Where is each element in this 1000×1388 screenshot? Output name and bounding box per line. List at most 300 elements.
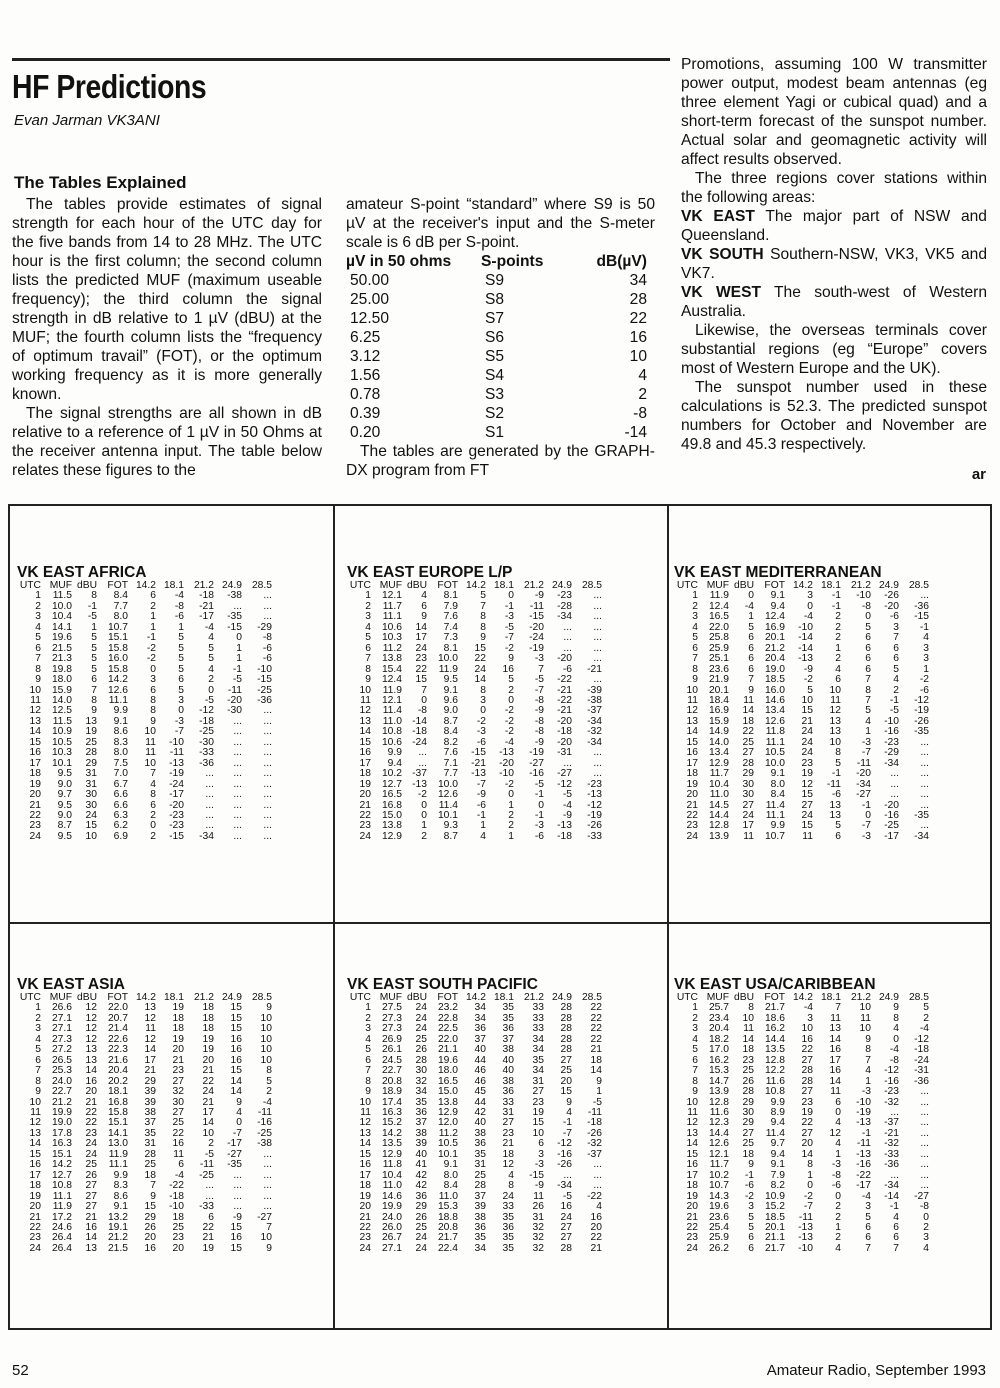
column-header: 21.2 xyxy=(193,992,214,1003)
table-cell: 4 xyxy=(35,621,41,633)
table-cell: -2 xyxy=(803,674,813,686)
table-cell: -6 xyxy=(831,1180,841,1192)
table-row xyxy=(17,790,272,800)
table-cell: ... xyxy=(263,1148,272,1160)
table-cell: -14 xyxy=(412,715,427,727)
table-cell: 6 xyxy=(692,1054,698,1066)
table-cell: 4 xyxy=(893,674,899,686)
table-cell: 34 xyxy=(474,1012,486,1024)
table-cell: 4 xyxy=(566,1106,572,1118)
table-cell: 0 xyxy=(508,694,514,706)
table-cell: 12.8 xyxy=(708,820,729,832)
table-cell: 14.0 xyxy=(708,736,729,748)
spoint-cell: S6 xyxy=(485,329,505,346)
table-cell: 32 xyxy=(172,1086,184,1098)
table-cell: 4 xyxy=(923,1242,929,1254)
table-cell: 14 xyxy=(686,1138,698,1150)
table-cell: 12 xyxy=(85,1033,97,1045)
spoint-cell: 25.00 xyxy=(350,291,390,308)
table-cell: 1 xyxy=(692,1002,698,1014)
table-cell: 30 xyxy=(415,1065,427,1077)
table-cell: 10 xyxy=(85,830,97,842)
table-cell: 9 xyxy=(236,1096,242,1108)
table-cell: ... xyxy=(263,757,272,769)
table-cell: 7 xyxy=(865,674,871,686)
table-cell: ... xyxy=(263,1180,272,1192)
table-cell: 12.9 xyxy=(708,757,729,769)
table-cell: 5 xyxy=(178,642,184,654)
table-cell: -34 xyxy=(914,830,929,842)
table-cell: 6 xyxy=(150,684,156,696)
table-cell: 7.7 xyxy=(443,768,458,780)
column-header: 18.1 xyxy=(493,580,514,591)
table-cell: -10 xyxy=(856,1096,871,1108)
table-cell: 35 xyxy=(502,1211,514,1223)
table-cell: 19 xyxy=(172,1033,184,1045)
table-cell: 18 xyxy=(590,1054,602,1066)
table-cell: 0 xyxy=(208,684,214,696)
table-cell: 14 xyxy=(230,1075,242,1087)
table-cell: 17 xyxy=(829,1054,841,1066)
table-cell: 11 xyxy=(360,694,371,706)
table-cell: ... xyxy=(920,789,929,801)
spoint-row xyxy=(346,290,655,309)
table-cell: 15 xyxy=(85,820,97,832)
table-cell: 11 xyxy=(145,1023,156,1035)
table-cell: 27 xyxy=(742,799,754,811)
table-cell: 22 xyxy=(590,1033,602,1045)
table-cell: ... xyxy=(593,642,602,654)
table-cell: 9.3 xyxy=(443,820,458,832)
table-cell: 36 xyxy=(474,1023,486,1035)
table-cell: 9 xyxy=(692,1086,698,1098)
table-cell: 23 xyxy=(359,820,371,832)
table-cell: -16 xyxy=(557,1148,572,1160)
column-header: 24.9 xyxy=(221,992,242,1003)
table-cell: 15 xyxy=(415,674,427,686)
table-cell: 9.4 xyxy=(387,757,402,769)
table-cell: 21.7 xyxy=(764,1242,785,1254)
table-cell: 3 xyxy=(692,1023,698,1035)
table-cell: -10 xyxy=(257,663,272,675)
table-cell: 27 xyxy=(801,1086,813,1098)
table-cell: -5 xyxy=(562,1190,572,1202)
table-cell: 11 xyxy=(743,694,754,706)
table-cell: -23 xyxy=(169,809,184,821)
table-cell: ... xyxy=(263,778,272,790)
spoint-cell: 6.25 xyxy=(350,329,381,346)
table-cell: -19 xyxy=(529,642,544,654)
table-cell: -2 xyxy=(504,778,514,790)
table-cell: 35 xyxy=(502,1232,514,1244)
table-cell: -2 xyxy=(803,1190,813,1202)
table-cell: 6 xyxy=(835,674,841,686)
table-cell: -35 xyxy=(914,809,929,821)
table-cell: 20.7 xyxy=(107,1012,128,1024)
table-cell: 15 xyxy=(230,1065,242,1077)
table-cell: 37 xyxy=(415,1117,427,1129)
table-cell: 28 xyxy=(560,1033,572,1045)
table-cell: ... xyxy=(593,600,602,612)
table-cell: ... xyxy=(263,1190,272,1202)
table-cell: 36 xyxy=(502,1023,514,1035)
table-cell: 19 xyxy=(29,778,41,790)
table-cell: 18.0 xyxy=(51,674,72,686)
table-cell: 36 xyxy=(474,1221,486,1233)
table-cell: 11.4 xyxy=(765,799,785,811)
column-header: 14.2 xyxy=(135,992,156,1003)
table-cell: 27 xyxy=(560,1232,572,1244)
table-cell: -12 xyxy=(587,799,602,811)
column-header: 18.1 xyxy=(163,992,184,1003)
table-cell: 11 xyxy=(533,1190,544,1202)
table-cell: 18.0 xyxy=(437,1065,458,1077)
table-cell: ... xyxy=(263,1169,272,1181)
table-cell: 27.1 xyxy=(381,1242,402,1254)
table-cell: -10 xyxy=(798,621,813,633)
table-cell: -1 xyxy=(831,590,841,602)
table-cell: 5 xyxy=(923,1002,929,1014)
table-cell: 6 xyxy=(748,1242,754,1254)
table-row xyxy=(674,1244,929,1254)
table-cell: 5 xyxy=(748,621,754,633)
table-cell: 11 xyxy=(30,1106,41,1118)
column-header: dBU xyxy=(76,992,97,1003)
table-cell: -13 xyxy=(471,768,486,780)
table-cell: 10 xyxy=(801,694,813,706)
table-cell: 42 xyxy=(415,1180,427,1192)
table-cell: 18 xyxy=(742,1044,754,1056)
table-cell: 17.4 xyxy=(381,1096,402,1108)
table-cell: 8.6 xyxy=(113,1190,128,1202)
table-cell: 0 xyxy=(421,799,427,811)
column-header: MUF xyxy=(379,580,402,591)
table-cell: -15 xyxy=(257,674,272,686)
table-cell: ... xyxy=(563,757,572,769)
table-cell: 38 xyxy=(144,1106,156,1118)
table-cell: -21 xyxy=(199,600,214,612)
table-cell: -24 xyxy=(914,1054,929,1066)
table-cell: 25 xyxy=(742,1065,754,1077)
table-cell: 27 xyxy=(85,1180,97,1192)
table-cell: 16 xyxy=(359,747,371,759)
table-cell: 35 xyxy=(474,1148,486,1160)
table-cell: 11 xyxy=(145,736,156,748)
table-cell: 31 xyxy=(532,1075,544,1087)
table-cell: 5 xyxy=(178,632,184,644)
table-cell: -13 xyxy=(557,820,572,832)
table-cell: 12 xyxy=(85,1002,97,1014)
table-cell: 23 xyxy=(532,1096,544,1108)
table-cell: 4 xyxy=(692,1033,698,1045)
table-cell: 21 xyxy=(359,799,371,811)
table-cell: 11.0 xyxy=(382,1180,402,1192)
table-cell: -2 xyxy=(417,789,427,801)
table-cell: 16.9 xyxy=(764,621,785,633)
table-cell: 16.3 xyxy=(51,1138,72,1150)
table-cell: 6 xyxy=(150,799,156,811)
table-cell: -12 xyxy=(884,1065,899,1077)
table-cell: 2 xyxy=(150,809,156,821)
table-cell: 18 xyxy=(202,1012,214,1024)
table-cell: 8.2 xyxy=(770,1180,785,1192)
table-cell: 11 xyxy=(860,1012,871,1024)
table-cell: ... xyxy=(920,1138,929,1150)
table-cell: 6.6 xyxy=(113,789,128,801)
table-cell: 0 xyxy=(923,1211,929,1223)
table-cell: 36 xyxy=(502,1086,514,1098)
table-cell: 5 xyxy=(208,653,214,665)
table-cell: 23.6 xyxy=(708,663,729,675)
column-header: dBU xyxy=(76,580,97,591)
table-cell: -23 xyxy=(884,1086,899,1098)
table-cell: 33 xyxy=(532,1012,544,1024)
table-cell: 38 xyxy=(502,1044,514,1056)
table-cell: 24 xyxy=(415,1232,427,1244)
table-cell: 9 xyxy=(596,1075,602,1087)
table-cell: 16 xyxy=(502,663,514,675)
table-cell: 14 xyxy=(29,1138,41,1150)
table-cell: 22.8 xyxy=(437,1012,458,1024)
table-cell: -9 xyxy=(232,1211,242,1223)
table-cell: 6 xyxy=(865,632,871,644)
table-cell: 23 xyxy=(686,1232,698,1244)
table-cell: 20 xyxy=(144,1232,156,1244)
table-cell: 11.1 xyxy=(52,1190,72,1202)
table-cell: 23 xyxy=(172,1065,184,1077)
table-cell: 15 xyxy=(359,736,371,748)
table-cell: -22 xyxy=(856,1169,871,1181)
table-cell: -2 xyxy=(504,642,514,654)
table-cell: 16 xyxy=(590,1211,602,1223)
table-cell: 34 xyxy=(474,1002,486,1014)
table-cell: 24 xyxy=(742,809,754,821)
table-cell: 38 xyxy=(502,1075,514,1087)
publication-footer: Amateur Radio, September 1993 xyxy=(766,1362,986,1379)
column-header: 21.2 xyxy=(193,580,214,591)
region-text: The south-west of Western Australia. xyxy=(681,284,987,320)
table-cell: -22 xyxy=(557,694,572,706)
table-cell: ... xyxy=(920,1180,929,1192)
table-cell: 8 xyxy=(893,1012,899,1024)
table-cell: ... xyxy=(205,768,214,780)
table-cell: ... xyxy=(890,789,899,801)
table-cell: 15.2 xyxy=(764,1201,785,1213)
table-cell: -5 xyxy=(87,611,97,623)
table-cell: 8.3 xyxy=(113,736,128,748)
table-cell: -38 xyxy=(587,694,602,706)
table-cell: 30 xyxy=(172,1096,184,1108)
table-cell: 16 xyxy=(29,1159,41,1171)
table-cell: 3 xyxy=(35,1023,41,1035)
table-cell: 22 xyxy=(801,1117,813,1129)
table-cell: 27 xyxy=(172,1106,184,1118)
table-cell: 0 xyxy=(748,590,754,602)
table-cell: 5 xyxy=(208,642,214,654)
table-cell: 21.1 xyxy=(764,1232,785,1244)
region-label: VK WEST xyxy=(681,284,762,301)
table-cell: ... xyxy=(920,757,929,769)
spoint-row xyxy=(346,423,655,442)
table-cell: 6 xyxy=(748,642,754,654)
table-cell: -33 xyxy=(199,747,214,759)
spoint-cell: 28 xyxy=(629,291,647,308)
table-cell: 6 xyxy=(865,653,871,665)
table-cell: 7 xyxy=(692,653,698,665)
table-cell: 27 xyxy=(742,747,754,759)
table-cell: 1 xyxy=(236,653,242,665)
table-cell: -3 xyxy=(534,1159,544,1171)
table-cell: -20 xyxy=(169,799,184,811)
table-cell: -13 xyxy=(169,757,184,769)
table-cell: 10.1 xyxy=(437,809,458,821)
table-cell: 5 xyxy=(91,632,97,644)
table-cell: -15 xyxy=(914,611,929,623)
table-cell: 12 xyxy=(144,1033,156,1045)
table-cell: 25 xyxy=(144,1159,156,1171)
table-cell: 8.0 xyxy=(113,747,128,759)
table-cell: 26 xyxy=(415,1211,427,1223)
spoint-cell: S8 xyxy=(485,291,505,308)
table-cell: 22 xyxy=(202,1075,214,1087)
table-row xyxy=(17,1244,272,1254)
column-header: dBU xyxy=(406,580,427,591)
prediction-table-east-europe-lp xyxy=(347,564,665,842)
table-cell: -29 xyxy=(884,747,899,759)
table-cell: 7 xyxy=(893,632,899,644)
table-cell: 25.4 xyxy=(708,1221,729,1233)
table-cell: 24 xyxy=(415,1012,427,1024)
table-cell: 13 xyxy=(85,715,97,727)
column-header: FOT xyxy=(437,992,458,1003)
table-cell: -25 xyxy=(199,1169,214,1181)
prediction-table-east-usa-caribbean xyxy=(674,976,992,1254)
table-cell: 14.3 xyxy=(708,1190,729,1202)
table-cell: 8.0 xyxy=(443,1169,458,1181)
table-cell: 17 xyxy=(29,1169,41,1181)
table-cell: 0 xyxy=(236,632,242,644)
table-cell: -27 xyxy=(227,1148,242,1160)
table-cell: 42 xyxy=(415,1169,427,1181)
table-cell: 28 xyxy=(742,757,754,769)
table-cell: 18 xyxy=(686,1180,698,1192)
table-cell: 25.9 xyxy=(708,642,729,654)
table-cell: 7.7 xyxy=(113,600,128,612)
table-cell: 13.9 xyxy=(708,1086,729,1098)
column-header: 24.9 xyxy=(551,580,572,591)
table-cell: 22 xyxy=(415,663,427,675)
table-cell: -2 xyxy=(919,674,929,686)
table-cell: 10 xyxy=(260,1232,272,1244)
table-cell: 14.4 xyxy=(764,1033,785,1045)
table-cell: 38 xyxy=(474,1127,486,1139)
table-cell: 22 xyxy=(359,809,371,821)
table-cell: 10 xyxy=(260,1023,272,1035)
table-cell: 14 xyxy=(359,726,371,738)
table-cell: 24 xyxy=(560,1211,572,1223)
table-cell: -23 xyxy=(169,820,184,832)
table-cell: -6 xyxy=(174,611,184,623)
table-cell: 20.2 xyxy=(107,1075,128,1087)
table-cell: 24 xyxy=(686,830,698,842)
table-cell: 8 xyxy=(480,684,486,696)
table-row xyxy=(17,1202,272,1212)
table-cell: -1 xyxy=(861,799,871,811)
table-cell: 10.0 xyxy=(437,778,458,790)
table-cell: 8 xyxy=(150,705,156,717)
table-cell: 10.5 xyxy=(764,747,785,759)
table-cell: ... xyxy=(593,653,602,665)
table-cell: 6 xyxy=(865,642,871,654)
table-cell: 3 xyxy=(807,1012,813,1024)
table-cell: ... xyxy=(233,726,242,738)
table-cell: -34 xyxy=(587,736,602,748)
table-cell: 22.0 xyxy=(437,1033,458,1045)
table-cell: -9 xyxy=(534,736,544,748)
table-cell: 9 xyxy=(266,1242,272,1254)
table-cell: 15.8 xyxy=(107,1106,128,1118)
spoint-table-header xyxy=(346,252,655,271)
table-cell: 9 xyxy=(365,674,371,686)
table-cell: -18 xyxy=(557,726,572,738)
table-cell: 27.2 xyxy=(51,1044,72,1056)
table-cell: 14 xyxy=(202,1117,214,1129)
table-cell: 6 xyxy=(748,1232,754,1244)
table-cell: 22.5 xyxy=(437,1023,458,1035)
table-cell: 2 xyxy=(266,1086,272,1098)
table-cell: -12 xyxy=(557,778,572,790)
table-cell: 12.1 xyxy=(381,694,402,706)
table-cell: 25 xyxy=(172,1221,184,1233)
table-cell: 24 xyxy=(474,663,486,675)
table-cell: 11.2 xyxy=(382,642,402,654)
table-cell: -34 xyxy=(557,1180,572,1192)
table-cell: -2 xyxy=(476,715,486,727)
table-cell: -7 xyxy=(476,778,486,790)
table-cell: 16 xyxy=(686,1159,698,1171)
table-cell: 18 xyxy=(202,1002,214,1014)
table-cell: 20 xyxy=(359,1201,371,1213)
table-cell: 24 xyxy=(85,809,97,821)
column-header: UTC xyxy=(19,992,41,1003)
column-header: MUF xyxy=(379,992,402,1003)
table-cell: 44 xyxy=(474,1096,486,1108)
table-cell: 6 xyxy=(748,632,754,644)
column-header: 28.5 xyxy=(251,992,272,1003)
table-cell: 11.1 xyxy=(108,694,128,706)
table-row xyxy=(674,832,929,842)
table-cell: -1 xyxy=(744,1169,754,1181)
table-cell: 3 xyxy=(865,1201,871,1213)
table-cell: 17 xyxy=(359,1169,371,1181)
table-cell: 8 xyxy=(35,1075,41,1087)
table-cell: -4 xyxy=(262,1096,272,1108)
table-cell: 5 xyxy=(865,1211,871,1223)
table-cell: 5 xyxy=(91,663,97,675)
table-cell: 25 xyxy=(742,1138,754,1150)
table-cell: 17 xyxy=(359,757,371,769)
table-cell: 20 xyxy=(560,1075,572,1087)
table-cell: 22 xyxy=(359,1221,371,1233)
table-cell: 44 xyxy=(474,1054,486,1066)
table-cell: 8.4 xyxy=(443,726,458,738)
table-cell: 22 xyxy=(85,1117,97,1129)
table-cell: 9.9 xyxy=(770,820,785,832)
table-cell: 42 xyxy=(474,1106,486,1118)
column-header: MUF xyxy=(49,580,72,591)
table-cell: 12.4 xyxy=(764,611,785,623)
table-cell: 14.2 xyxy=(381,1127,402,1139)
